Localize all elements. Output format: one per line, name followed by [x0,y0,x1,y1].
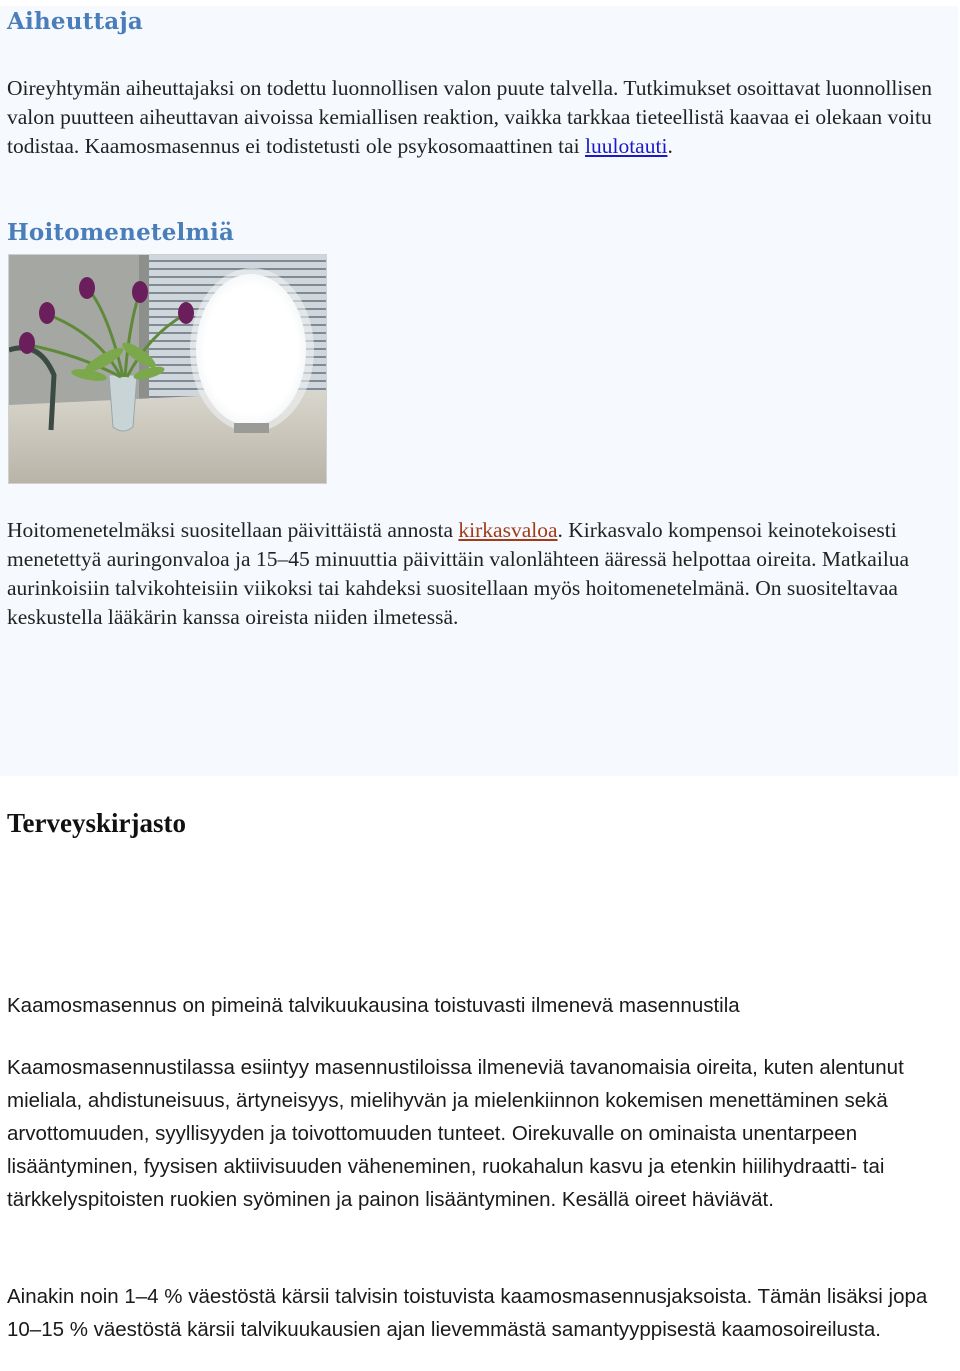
paragraph-cause-end: . [667,134,673,158]
heading-aiheuttaja: Aiheuttaja [7,8,144,35]
paragraph-treatment [7,516,947,632]
light-therapy-photo [8,254,327,484]
paragraph-treatment-text: Hoitomenetelmäksi suositellaan päivittäistä annosta [7,518,459,542]
title-terveyskirjasto: Terveyskirjasto [7,808,186,838]
paragraph-cause-text: Oireyhtymän aiheuttajaksi on todettu luonnollisen valon puute talvella. Tutkimukset osoittavat luonnollisen valon puutteen aiheuttavan aivoissa kemiallisen reaktion, vaikka tarkkaa tieteellistä kaavaa ei olekaan voitu todistaa. Kaamosmasennus ei todistetusti ole psykosomaattinen tai [7,76,932,158]
paragraph-symptoms: Kaamosmasennustilassa esiintyy masennustiloissa ilmeneviä tavanomaisia oireita, kuten alentunut mieliala, ahdistuneisuus, ärtyneisyys, mielihyvän ja mielenkiinnon kokemisen menettäminen sekä arvottomuuden, syyllisyyden ja toivottomuuden tunteet. Oirekuvalle on ominaista unentarpeen lisääntyminen, fyysisen aktiivisuuden väheneminen, ruokahalun kasvu ja etenkin hiilihydraatti- tai tärkkelyspitoisten ruokien syöminen ja painon lisääntyminen. Kesällä oireet häviävät. [7,1056,904,1211]
heading-hoitomenetelmia: Hoitomenetelmiä [7,219,235,246]
link-kirkasvaloa[interactable]: kirkasvaloa [458,518,558,542]
paragraph-treatment-rest: . Kirkasvalo kompensoi keinotekoisesti menetettyä auringonvaloa ja 15–45 minuuttia päivittäin valonlähteen ääressä helpottaa oireita. Matkailua aurinkoisiin talvikohteisiin viikoksi tai kahdeksi suositellaan myös hoitomenetelmänä. On suositeltavaa keskustella lääkärin kanssa oireista niiden ilmetessä. [7,518,910,629]
link-luulotauti[interactable]: luulotauti [585,134,668,158]
paragraph-prevalence: Ainakin noin 1–4 % väestöstä kärsii talvisin toistuvista kaamosmasennusjaksoista. Tämän lisäksi jopa 10–15 % väestöstä kärsii talvikuukausien ajan lievemmästä samantyyppisestä kaamosoireilusta. [7,1285,928,1341]
paragraph-definition: Kaamosmasennus on pimeinä talvikuukausina toistuvasti ilmenevä masennustila [7,994,740,1017]
paragraph-cause [7,74,947,161]
